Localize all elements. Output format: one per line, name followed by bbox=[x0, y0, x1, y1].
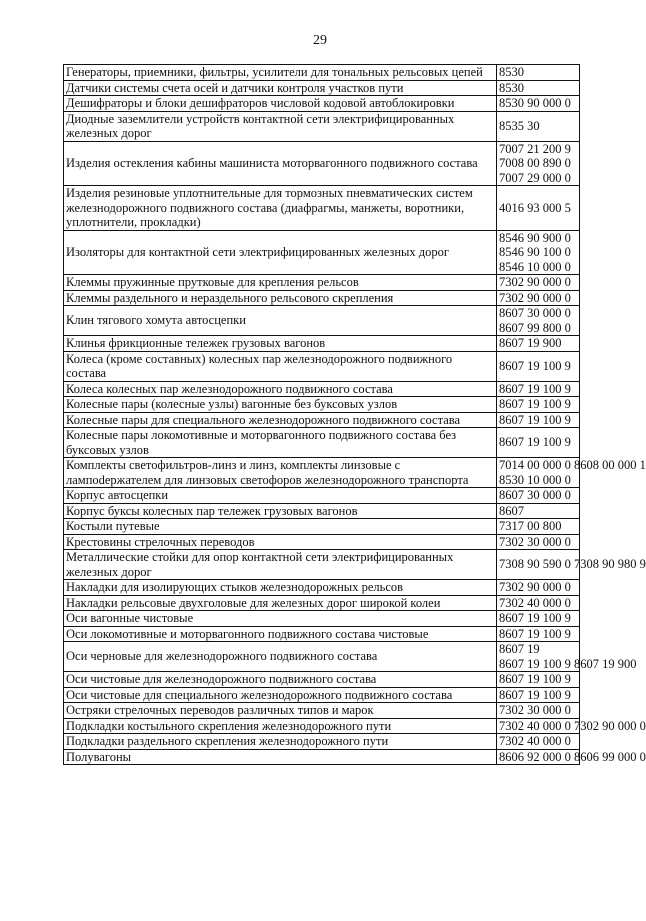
product-name-cell: Оси вагонные чистовые bbox=[64, 611, 497, 627]
tnved-code: 7008 00 890 0 bbox=[499, 156, 571, 170]
tnved-code: 8607 bbox=[499, 503, 524, 518]
product-name-cell: Оси локомотивные и моторвагонного подвижного состава чистовые bbox=[64, 626, 497, 642]
table-row bbox=[64, 580, 580, 596]
table-row bbox=[64, 428, 580, 458]
tnved-code: 8607 19 100 9 bbox=[499, 435, 571, 450]
tnved-code: 7302 30 000 0 bbox=[499, 534, 571, 549]
tnved-code: 8607 19 100 9 bbox=[499, 672, 571, 686]
table-row bbox=[64, 503, 580, 519]
table-row bbox=[64, 111, 580, 141]
table-row bbox=[64, 141, 580, 186]
tnved-code-cell bbox=[497, 595, 580, 611]
table-row bbox=[64, 336, 580, 352]
tnved-code-cell bbox=[497, 672, 580, 688]
tnved-code-cell bbox=[497, 503, 580, 519]
tnved-code-cell bbox=[497, 534, 580, 550]
table-row bbox=[64, 534, 580, 550]
product-name-cell: Оси черновые для железнодорожного подвижного состава bbox=[64, 642, 497, 672]
product-name-cell: Клеммы раздельного и нераздельного рельсового скрепления bbox=[64, 290, 497, 306]
product-name-cell: Изделия остекления кабины машиниста моторвагонного подвижного состава bbox=[64, 141, 497, 186]
tnved-code: 8607 19 100 9 bbox=[499, 381, 571, 396]
tnved-code: 8607 30 000 0 bbox=[499, 488, 571, 502]
product-name-cell: Колесные пары локомотивные и моторвагонного подвижного состава без буксовых узлов bbox=[64, 428, 497, 458]
table-row bbox=[64, 65, 580, 81]
tnved-code: 8607 19 100 9 bbox=[499, 397, 571, 411]
tnved-code-cell bbox=[497, 428, 580, 458]
tnved-code-cell bbox=[497, 80, 580, 96]
tnved-code-cell bbox=[497, 718, 646, 734]
tnved-code-cell bbox=[497, 611, 580, 627]
table-row bbox=[64, 749, 580, 765]
tnved-code-cell bbox=[497, 351, 580, 381]
table-row bbox=[64, 550, 580, 580]
tnved-code-cell bbox=[497, 687, 580, 703]
tnved-code: 8546 10 000 0 bbox=[499, 259, 571, 274]
product-name-cell: Изделия резиновые уплотнительные для тормозных пневматических систем железнодорожного подвижного состава (диафрагмы, манжеты, воротники, уплотнители, прокладки) bbox=[64, 186, 497, 231]
tnved-code: 8546 90 100 0 bbox=[499, 245, 571, 259]
table-row bbox=[64, 275, 580, 291]
product-name-cell: Клинья фрикционные тележек грузовых вагонов bbox=[64, 336, 497, 352]
table-row bbox=[64, 672, 580, 688]
table-row bbox=[64, 351, 580, 381]
table-row bbox=[64, 488, 580, 504]
tnved-code-cell bbox=[497, 550, 646, 580]
table-row bbox=[64, 290, 580, 306]
tnved-code-cell bbox=[497, 519, 580, 535]
tnved-code-cell bbox=[497, 458, 646, 488]
tnved-code-cell bbox=[497, 703, 580, 719]
tnved-code-cell bbox=[497, 65, 580, 81]
product-name-cell: Накладки рельсовые двухголовые для железных дорог широкой колеи bbox=[64, 595, 497, 611]
product-name-cell: Колеса колесных пар железнодорожного подвижного состава bbox=[64, 381, 497, 397]
tnved-code-cell bbox=[497, 141, 580, 186]
tnved-code-cell bbox=[497, 734, 580, 750]
tnved-code: 8530 10 000 0 bbox=[499, 472, 571, 487]
product-name-cell: Металлические стойки для опор контактной сети электрифицированных железных дорог bbox=[64, 550, 497, 580]
tnved-code: 7302 90 000 0 bbox=[499, 580, 571, 594]
table-row bbox=[64, 687, 580, 703]
product-name-cell: Датчики системы счета осей и датчики контроля участков пути bbox=[64, 80, 497, 96]
tnved-code: 7302 40 000 0 bbox=[499, 595, 571, 610]
product-name-cell: Колеса (кроме составных) колесных пар железнодорожного подвижного состава bbox=[64, 351, 497, 381]
table-row bbox=[64, 734, 580, 750]
tnved-code-cell bbox=[497, 642, 637, 672]
table-row bbox=[64, 306, 580, 336]
tnved-code: 8607 19 100 9 bbox=[499, 358, 571, 373]
tnved-code-cell bbox=[497, 306, 580, 336]
goods-code-table bbox=[63, 64, 646, 765]
product-name-cell: Полувагоны bbox=[64, 749, 497, 765]
tnved-code: 8607 19 100 9 8607 19 900 bbox=[499, 656, 637, 671]
table-row bbox=[64, 381, 580, 397]
table-row bbox=[64, 595, 580, 611]
tnved-code-cell bbox=[497, 580, 580, 596]
tnved-code: 7308 90 590 0 7308 90 980 9 bbox=[499, 557, 646, 572]
tnved-code: 7302 90 000 0 bbox=[499, 290, 571, 305]
tnved-code-cell bbox=[497, 111, 580, 141]
tnved-code-cell bbox=[497, 488, 580, 504]
tnved-code: 8530 bbox=[499, 80, 524, 95]
tnved-code-cell bbox=[497, 626, 580, 642]
tnved-code: 7317 00 800 bbox=[499, 519, 562, 533]
product-name-cell: Дешифраторы и блоки дешифраторов числовой кодовой автоблокировки bbox=[64, 96, 497, 112]
tnved-code: 7007 29 000 0 bbox=[499, 170, 571, 185]
product-name-cell: Подкладки раздельного скрепления железнодорожного пути bbox=[64, 734, 497, 750]
product-name-cell: Колесные пары для специального железнодорожного подвижного состава bbox=[64, 412, 497, 428]
tnved-code-cell bbox=[497, 96, 580, 112]
tnved-code: 7014 00 000 0 8608 00 000 1 bbox=[499, 458, 646, 472]
product-name-cell: Клеммы пружинные прутковые для крепления рельсов bbox=[64, 275, 497, 291]
table-row bbox=[64, 412, 580, 428]
tnved-code-cell bbox=[497, 381, 580, 397]
tnved-code-cell bbox=[497, 230, 580, 275]
table-row bbox=[64, 626, 580, 642]
tnved-code: 8606 92 000 0 8606 99 000 0 bbox=[499, 749, 646, 764]
tnved-code: 8607 19 bbox=[499, 642, 540, 656]
table-row bbox=[64, 458, 580, 488]
tnved-code-cell bbox=[497, 412, 580, 428]
product-name-cell: Крестовины стрелочных переводов bbox=[64, 534, 497, 550]
table-row bbox=[64, 186, 580, 231]
table-body bbox=[64, 65, 646, 765]
tnved-code: 8546 90 900 0 bbox=[499, 230, 571, 245]
tnved-code: 8530 90 000 0 bbox=[499, 96, 571, 110]
tnved-code-cell bbox=[497, 397, 580, 413]
table-row bbox=[64, 703, 580, 719]
table-row bbox=[64, 96, 580, 112]
product-name-cell: Клин тягового хомута автосцепки bbox=[64, 306, 497, 336]
table-row bbox=[64, 80, 580, 96]
tnved-code: 8607 19 100 9 bbox=[499, 687, 571, 702]
tnved-code: 7302 40 000 0 bbox=[499, 734, 571, 748]
tnved-code: 7007 21 200 9 bbox=[499, 141, 571, 156]
tnved-code-cell bbox=[497, 186, 580, 231]
tnved-code-cell bbox=[497, 749, 646, 765]
tnved-code: 8607 19 900 bbox=[499, 336, 562, 350]
table-row bbox=[64, 611, 580, 627]
table-row bbox=[64, 519, 580, 535]
table-row bbox=[64, 718, 580, 734]
tnved-code: 7302 40 000 0 7302 90 000 0 bbox=[499, 718, 646, 733]
tnved-code: 8607 19 100 9 bbox=[499, 412, 571, 427]
product-name-cell: Оси чистовые для железнодорожного подвижного состава bbox=[64, 672, 497, 688]
product-name-cell: Оси чистовые для специального железнодорожного подвижного состава bbox=[64, 687, 497, 703]
product-name-cell: Костыли путевые bbox=[64, 519, 497, 535]
tnved-code: 8607 19 100 9 bbox=[499, 611, 571, 625]
product-name-cell: Диодные заземлители устройств контактной сети электрифицированных железных дорог bbox=[64, 111, 497, 141]
product-name-cell: Остряки стрелочных переводов различных типов и марок bbox=[64, 703, 497, 719]
product-name-cell: Корпус автосцепки bbox=[64, 488, 497, 504]
tnved-code: 8607 19 100 9 bbox=[499, 626, 571, 641]
product-name-cell: Комплекты светофильтров-линз и линз, комплекты линзовые с лампodержателем для линзовых светофоров железнодорожного транспорта bbox=[64, 458, 497, 488]
product-name-cell: Подкладки костыльного скрепления железнодорожного пути bbox=[64, 718, 497, 734]
page-number: 29 bbox=[313, 33, 327, 48]
product-name-cell: Изоляторы для контактной сети электрифицированных железных дорог bbox=[64, 230, 497, 275]
tnved-code: 7302 90 000 0 bbox=[499, 275, 571, 289]
table-row bbox=[64, 230, 580, 275]
table-row bbox=[64, 642, 580, 672]
tnved-code: 8607 99 800 0 bbox=[499, 320, 571, 335]
tnved-code: 8530 bbox=[499, 65, 524, 79]
product-name-cell: Генераторы, приемники, фильтры, усилители для тональных рельсовых цепей bbox=[64, 65, 497, 81]
tnved-code-cell bbox=[497, 336, 580, 352]
tnved-code-cell bbox=[497, 275, 580, 291]
product-name-cell: Корпус буксы колесных пар тележек грузовых вагонов bbox=[64, 503, 497, 519]
tnved-code: 4016 93 000 5 bbox=[499, 200, 571, 215]
tnved-code: 8607 30 000 0 bbox=[499, 306, 571, 320]
product-name-cell: Колесные пары (колесные узлы) вагонные без буксовых узлов bbox=[64, 397, 497, 413]
tnved-code: 8535 30 bbox=[499, 118, 540, 133]
table-row bbox=[64, 397, 580, 413]
product-name-cell: Накладки для изолирующих стыков железнодорожных рельсов bbox=[64, 580, 497, 596]
tnved-code: 7302 30 000 0 bbox=[499, 703, 571, 717]
tnved-code-cell bbox=[497, 290, 580, 306]
